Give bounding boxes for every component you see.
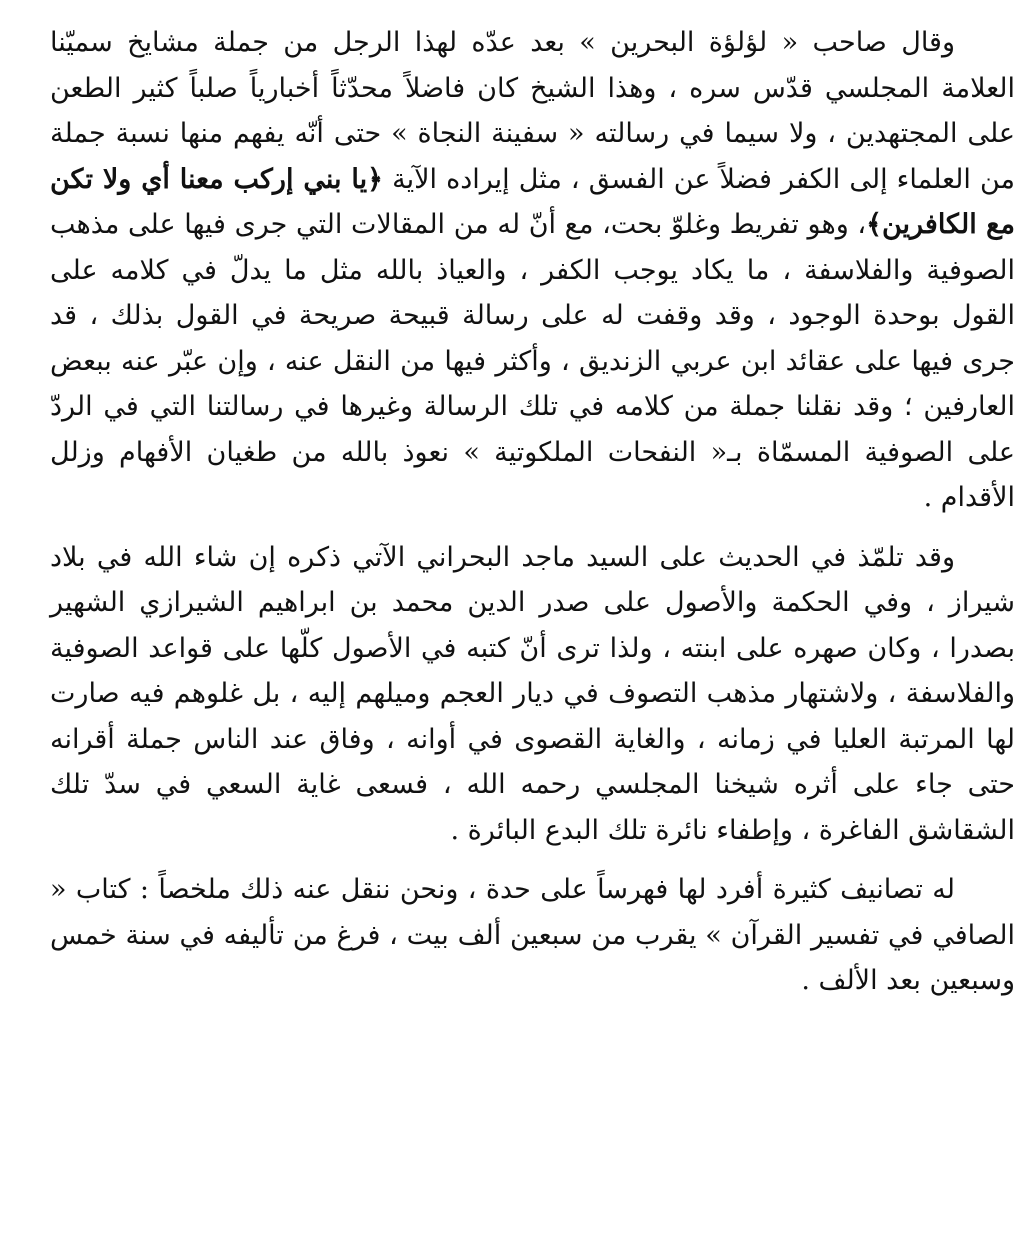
paragraph-1-text-a: وقال صاحب « لؤلؤة البحرين » بعد عدّه لهذا الرجل من جملة مشايخ سميّنا العلامة المجلسي قدّس سره ، وهذا الشيخ كان فاضلاً محدّثاً أخبارياً صلباً كثير الطعن على المجتهدين ، ولا سيما في رسالته « سفينة النجاة » حتى أنّه يفهم منها نسبة جملة من العلماء إلى الكفر فضلاً عن الفسق ، مثل إيراده الآية: [50, 27, 1015, 195]
paragraph-3: [50, 867, 1015, 1004]
paragraph-1-text-b: ، وهو تفريط وغلوّ بحت، مع أنّ له من المقالات التي جرى فيها على مذهب الصوفية والفلاسفة ، ما يكاد يوجب الكفر ، والعياذ بالله مثل ما يدلّ في كلامه على القول بوحدة الوجود ، وقد وقفت له على رسالة قبيحة صريحة في القول بذلك ، قد جرى فيها على عقائد ابن عربي الزنديق ، وأكثر فيها من النقل عنه ، وإن عبّر عنه ببعض العارفين ؛ وقد نقلنا جملة من كلامه في تلك الرسالة وغيرها في رسالتنا التي في الردّ على الصوفية المسمّاة بـ« النفحات الملكوتية » نعوذ بالله من طغيان الأفهام وزلل الأقدام .: [50, 209, 1015, 513]
paragraph-3-text: له تصانيف كثيرة أفرد لها فهرساً على حدة ، ونحن ننقل عنه ذلك ملخصاً : كتاب « الصافي في تفسير القرآن » يقرب من سبعين ألف بيت ، فرغ من تأليفه في سنة خمس وسبعين بعد الألف .: [50, 874, 1015, 996]
quran-verse-quote: ﴿يا بني إركب معنا أي ولا تكن مع الكافرين﴾: [50, 163, 1015, 240]
paragraph-2: [50, 535, 1015, 854]
paragraph-1: [50, 20, 1015, 521]
paragraph-2-text: وقد تلمّذ في الحديث على السيد ماجد البحراني الآتي ذكره إن شاء الله في بلاد شيراز ، وفي الحكمة والأصول على صدر الدين محمد بن ابراهيم الشيرازي الشهير بصدرا ، وكان صهره على ابنته ، ولذا ترى أنّ كتبه في الأصول كلّها على قواعد الصوفية والفلاسفة ، ولاشتهار مذهب التصوف في ديار العجم وميلهم إليه ، بل غلوهم فيه صارت لها المرتبة العليا في زمانه ، والغاية القصوى في أوانه ، وفاق عند الناس جملة أقرانه حتى جاء على أثره شيخنا المجلسي رحمه الله ، فسعى غاية السعي في سدّ تلك الشقاشق الفاغرة ، وإطفاء نائرة تلك البدع البائرة .: [50, 541, 1015, 846]
document-page: [50, 20, 1015, 1245]
